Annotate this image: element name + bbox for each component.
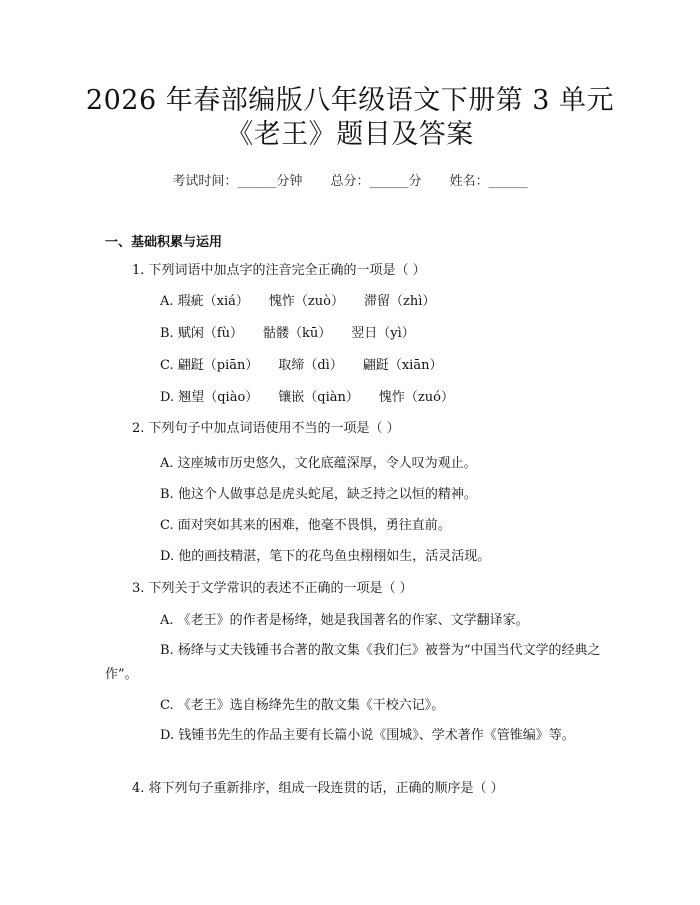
q2-option-b: B. 他这个人做事总是虎头蛇尾，缺乏持之以恒的精神。 <box>160 487 477 502</box>
exam-meta <box>0 170 700 189</box>
q3-option-d: D. 钱锺书先生的作品主要有长篇小说《围城》、学术著作《管锥编》等。 <box>160 728 575 743</box>
q3-option-a: A. 《老王》的作者是杨绛，她是我国著名的作家、文学翻译家。 <box>160 613 529 628</box>
q3-option-c: C. 《老王》选自杨绛先生的散文集《干校六记》。 <box>160 698 445 713</box>
student-name: 姓名：______ <box>449 174 528 189</box>
title-line-2: 《老王》题目及答案 <box>226 119 474 150</box>
q3-option-b: B. 杨绛与丈夫钱锺书合著的散文集《我们仨》被誉为“中国当代文学的经典之作”。 <box>105 643 601 682</box>
title-line-1: 2026 年春部编版八年级语文下册第 3 单元 <box>85 85 615 116</box>
q2-option-d: D. 他的画技精湛，笔下的花鸟鱼虫栩栩如生，活灵活现。 <box>160 549 491 564</box>
exam-time: 考试时间：______分钟 <box>172 174 303 189</box>
q1-option-d: D. 翘望（qiào） 镶嵌（qiàn） 愧怍（zuó） <box>160 390 454 405</box>
section-heading: 一、基础积累与运用 <box>105 235 223 250</box>
question-4: 4. 将下列句子重新排序，组成一段连贯的话，正确的顺序是（ ） <box>132 781 504 796</box>
question-2: 2. 下列句子中加点词语使用不当的一项是（ ） <box>132 421 400 436</box>
question-3: 3. 下列关于文学常识的表述不正确的一项是（ ） <box>132 581 413 596</box>
q1-option-c: C. 翩跹（piān） 取缔（dì） 翩跹（xiān） <box>160 358 443 373</box>
q1-option-b: B. 赋闲（fù） 骷髅（kū） 翌日（yì） <box>160 326 415 341</box>
question-1: 1. 下列词语中加点字的注音完全正确的一项是（ ） <box>132 263 426 278</box>
q1-option-a: A. 瑕疵（xiá） 愧怍（zuò） 滞留（zhì） <box>160 294 436 309</box>
q2-option-c: C. 面对突如其来的困难，他毫不畏惧，勇往直前。 <box>160 518 451 533</box>
q2-option-a: A. 这座城市历史悠久，文化底蕴深厚，令人叹为观止。 <box>160 456 477 471</box>
total-score: 总分：______分 <box>330 174 422 189</box>
